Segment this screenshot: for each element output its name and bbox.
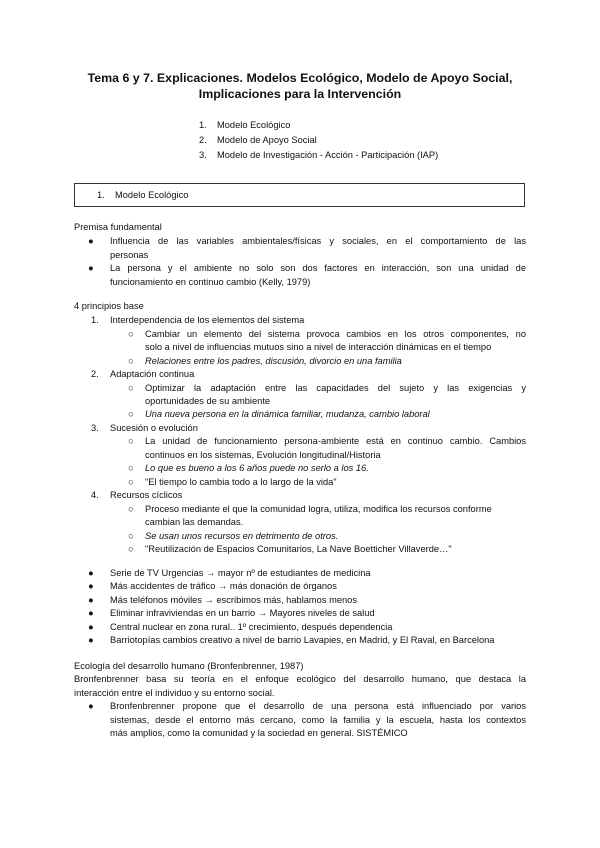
list-item: Central nuclear en zona rural.. 1º crecimiento, después dependencia: [110, 621, 393, 632]
list-item: Proceso mediante el que la comunidad logra, utiliza, modifica los recursos conforme: [145, 504, 492, 514]
circle-bullet-icon: ○: [128, 531, 134, 541]
circle-bullet-icon: ○: [128, 383, 134, 393]
toc-item: [199, 133, 438, 148]
toc-label: Modelo de Apoyo Social: [217, 134, 317, 145]
section-heading: Premisa fundamental: [74, 222, 162, 232]
paragraph-line: interacción entre el individuo y su entorno social.: [74, 687, 275, 698]
bullet-icon: ●: [88, 608, 94, 619]
title-line-2: Implicaciones para la Intervención: [198, 87, 402, 101]
principle-number: 1.: [91, 315, 99, 325]
section-heading-box: [74, 183, 525, 207]
list-item-example: Una nueva persona en la dinámica familiar, mudanza, cambio laboral: [145, 409, 430, 419]
list-item-quote: "Reutilización de Espacios Comunitarios, La Nave Boetticher Villaverde…": [145, 544, 452, 554]
circle-bullet-icon: ○: [128, 409, 134, 419]
list-item: Serie de TV Urgencias → mayor nº de estudiantes de medicina: [110, 568, 371, 578]
title-line-1: Tema 6 y 7. Explicaciones. Modelos Ecológico, Modelo de Apoyo Social,: [87, 71, 513, 85]
principle-number: 2.: [91, 369, 99, 379]
circle-bullet-icon: ○: [128, 477, 134, 487]
list-item: Influencia de las variables ambientales/físicas y sociales, en el comportamiento de las: [110, 236, 526, 246]
circle-bullet-icon: ○: [128, 356, 134, 366]
circle-bullet-icon: ○: [128, 436, 134, 446]
toc-item: [199, 148, 438, 163]
paragraph-line: Bronfenbrenner basa su teoría en el enfoque ecológico del desarrollo humano, que destaca la: [74, 674, 526, 685]
list-item-quote: "El tiempo lo cambia todo a lo largo de la vida": [145, 477, 337, 487]
list-item-cont: personas: [110, 250, 149, 260]
list-item-cont: solo a nivel de influencias mutuos sino a nivel de interacción dinámicas en el tiempo: [145, 342, 492, 352]
circle-bullet-icon: ○: [128, 463, 134, 473]
bullet-icon: ●: [88, 263, 94, 273]
bullet-icon: ●: [88, 701, 94, 712]
list-item-cont: continuos en los sistemas, Evolución longitudinal/Historia: [145, 450, 381, 460]
principle-number: 4.: [91, 490, 99, 500]
page-title: [60, 70, 540, 102]
principle-title: Adaptación continua: [110, 369, 195, 379]
section-title: Modelo Ecológico: [115, 190, 189, 200]
section-heading: Ecología del desarrollo humano (Bronfenbrenner, 1987): [74, 661, 304, 671]
principle-title: Recursos cíclicos: [110, 490, 183, 500]
list-item-example: Relaciones entre los padres, discusión, divorcio en una familia: [145, 356, 402, 366]
toc-number: 3.: [199, 149, 207, 160]
bullet-icon: ●: [88, 568, 94, 578]
section-heading: 4 principios base: [74, 301, 144, 311]
principle-number: 3.: [91, 423, 99, 433]
bullet-icon: ●: [88, 635, 94, 645]
bullet-icon: ●: [88, 621, 94, 632]
list-item: Bronfenbrenner propone que el desarrollo de una persona está influenciado por varios: [110, 701, 526, 712]
bullet-icon: ●: [88, 581, 94, 592]
list-item-cont: más amplios, como la comunidad y la sociedad en general. SISTÉMICO: [110, 728, 408, 738]
list-item-cont: funcionamiento en continuo cambio (Kelly, 1979): [110, 277, 311, 287]
table-of-contents: [199, 118, 438, 162]
list-item-cont: cambian las demandas.: [145, 517, 244, 527]
section-number: 1.: [97, 190, 105, 200]
list-item-example: Se usan unos recursos en detrimento de otros.: [145, 531, 339, 541]
circle-bullet-icon: ○: [128, 504, 134, 514]
toc-label: Modelo de Investigación - Acción - Participación (IAP): [217, 149, 439, 160]
toc-label: Modelo Ecológico: [217, 120, 291, 130]
list-item: Más accidentes de tráfico → más donación de órganos: [110, 581, 337, 592]
list-item: La persona y el ambiente no solo son dos factores en interacción, son una unidad de: [110, 263, 526, 273]
list-item-cont: oportunidades de su ambiente: [145, 396, 271, 406]
list-item-cont: sistemas, desde el entorno más cercano, como la familia y la escuela, hasta los contextos: [110, 714, 526, 725]
circle-bullet-icon: ○: [128, 544, 134, 554]
principle-title: Sucesión o evolución: [110, 423, 198, 433]
toc-number: 2.: [199, 134, 207, 145]
bullet-icon: ●: [88, 594, 94, 605]
list-item: Optimizar la adaptación entre las capacidades del sujeto y las exigencias y: [145, 383, 526, 393]
list-item: Barriotopías cambios creativo a nivel de barrio Lavapies, en Madrid, y El Raval, en Barcelona: [110, 635, 495, 645]
list-item: La unidad de funcionamiento persona-ambiente está en continuo cambio. Cambios: [145, 436, 526, 446]
list-item: Más teléfonos móviles → escribimos más, hablamos menos: [110, 594, 357, 605]
circle-bullet-icon: ○: [128, 329, 134, 339]
toc-item: [199, 118, 438, 133]
list-item-example: Lo que es bueno a los 6 años puede no serlo a los 16.: [145, 463, 369, 473]
bullet-icon: ●: [88, 236, 94, 246]
toc-number: 1.: [199, 120, 207, 130]
principle-title: Interdependencia de los elementos del sistema: [110, 315, 305, 325]
list-item: Eliminar infraviviendas en un barrio → Mayores niveles de salud: [110, 608, 375, 619]
list-item: Cambiar un elemento del sistema provoca cambios en los otros componentes, no: [145, 329, 526, 339]
